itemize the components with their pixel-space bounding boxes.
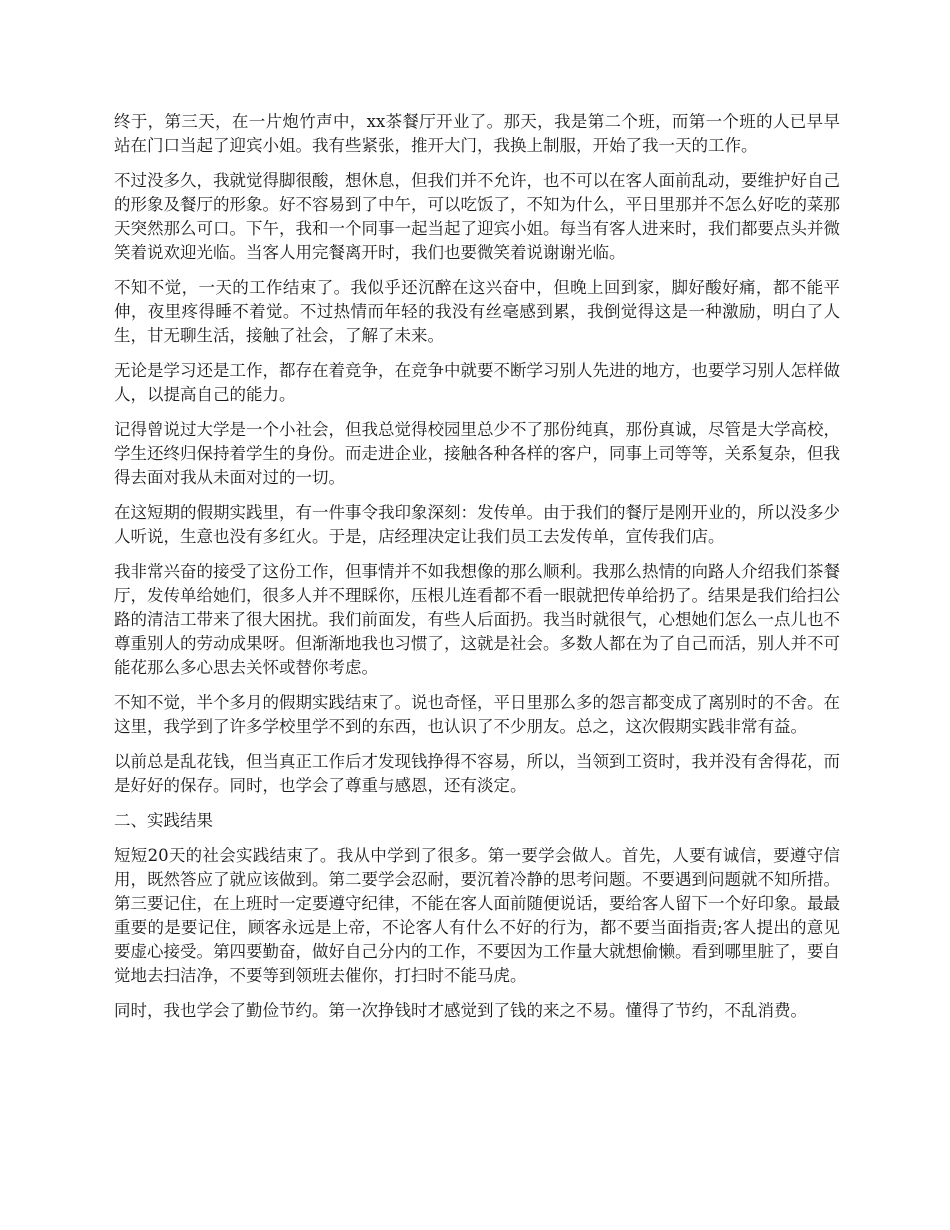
paragraph-8: 不知不觉，半个多月的假期实践结束了。说也奇怪，平日里那么多的怨言都变成了离别时的不舍。在这里，我学到了许多学校里学不到的东西，也认识了不少朋友。总之，这次假期实践非常有益。 xyxy=(114,693,840,736)
section-heading: 二、实践结果 xyxy=(114,811,213,830)
paragraph-9: 以前总是乱花钱，但当真正工作后才发现钱挣得不容易，所以，当领到工资时，我并没有舍得花，而是好好的保存。同时，也学会了尊重与感恩，还有淡定。 xyxy=(114,752,840,795)
paragraph-7: 我非常兴奋的接受了这份工作，但事情并不如我想像的那么顺利。我那么热情的向路人介绍我们茶餐厅，发传单给她们，很多人并不理睬你，压根儿连看都不看一眼就把传单给扔了。结果是我们给扫公路的清洁工带来了很大困扰。我们前面发，有些人后面扔。我当时就很气，心想她们怎么一点儿也不尊重别人的劳动成果呀。但渐渐地我也习惯了，这就是社会。多数人都在为了自己而活，别人并不可能花那么多心思去关怀或替你考虑。 xyxy=(114,562,840,677)
paragraph-3: 不知不觉，一天的工作结束了。我似乎还沉醉在这兴奋中，但晚上回到家，脚好酸好痛，都不能平伸，夜里疼得睡不着觉。不过热情而年轻的我没有丝毫感到累，我倒觉得这是一种激励，明白了人生，甘无聊生活，接触了社会，了解了未来。 xyxy=(114,278,840,345)
paragraph-6: 在这短期的假期实践里，有一件事令我印象深刻：发传单。由于我们的餐厅是刚开业的，所以没多少人听说，生意也没有多红火。于是，店经理决定让我们员工去发传单，宣传我们店。 xyxy=(114,503,840,546)
document-body xyxy=(114,110,840,1034)
paragraph-10: 短短20天的社会实践结束了。我从中学到了很多。第一要学会做人。首先，人要有诚信，要遵守信用，既然答应了就应该做到。第二要学会忍耐，要沉着冷静的思考问题。不要遇到问题就不知所措。第三要记住，在上班时一定要遵守纪律，不能在客人面前随便说话，要给客人留下一个好印象。最最重要的是要记住，顾客永远是上帝，不论客人有什么不好的行为，都不要当面指责;客人提出的意见要虚心接受。第四要勤奋，做好自己分内的工作，不要因为工作量大就想偷懒。看到哪里脏了，要自觉地去扫洁净，不要等到领班去催你，打扫时不能马虎。 xyxy=(114,846,840,985)
paragraph-11: 同时，我也学会了勤俭节约。第一次挣钱时才感觉到了钱的来之不易。懂得了节约，不乱消费。 xyxy=(114,1001,807,1020)
paragraph-5: 记得曾说过大学是一个小社会，但我总觉得校园里总少不了那份纯真，那份真诚，尽管是大学高校，学生还终归保持着学生的身份。而走进企业，接触各种各样的客户，同事上司等等，关系复杂，但我得去面对我从未面对过的一切。 xyxy=(114,420,840,487)
paragraph-4: 无论是学习还是工作，都存在着竞争，在竞争中就要不断学习别人先进的地方，也要学习别人怎样做人，以提高自己的能力。 xyxy=(114,361,840,404)
paragraph-1: 终于，第三天，在一片炮竹声中，xx茶餐厅开业了。那天，我是第二个班，而第一个班的人已早早站在门口当起了迎宾小姐。我有些紧张，推开大门，我换上制服，开始了我一天的工作。 xyxy=(114,112,840,155)
paragraph-2: 不过没多久，我就觉得脚很酸，想休息，但我们并不允许，也不可以在客人面前乱动，要维护好自己的形象及餐厅的形象。好不容易到了中午，可以吃饭了，不知为什么，平日里那并不怎么好吃的菜那天突然那么可口。下午，我和一个同事一起当起了迎宾小姐。每当有客人进来时，我们都要点头并微笑着说欢迎光临。当客人用完餐离开时，我们也要微笑着说谢谢光临。 xyxy=(114,171,840,262)
